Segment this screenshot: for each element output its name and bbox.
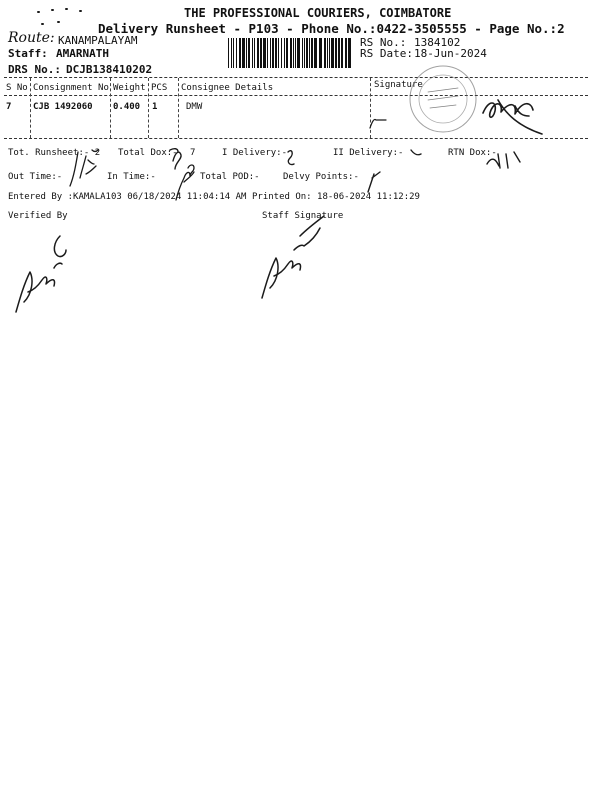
- cell-sno: 7: [6, 102, 12, 112]
- total-pod-label: Total POD:-: [200, 172, 260, 182]
- company-name: THE PROFESSIONAL COURIERS, COIMBATORE: [184, 6, 452, 20]
- route-label: Route:: [8, 30, 55, 46]
- total-dox-label: Total Dox:-: [118, 148, 178, 158]
- staff-signature-label: Staff Signature: [262, 211, 344, 221]
- staff-value: AMARNATH: [56, 47, 109, 60]
- col-header-sno: S No: [6, 83, 28, 93]
- col-header-consignment: Consignment No: [33, 83, 109, 93]
- staff-label: Staff:: [8, 47, 48, 60]
- runsheet-title: Delivery Runsheet - P103 - Phone No.:0422-3505555 - Page No.:2: [98, 21, 565, 36]
- col-header-pcs: PCS: [151, 83, 168, 93]
- tot-runsheet: Tot. Runsheet:- 2: [8, 148, 101, 158]
- verified-by-label: Verified By: [8, 211, 68, 221]
- cell-weight: 0.400: [113, 102, 141, 112]
- col-header-weight: Weight: [113, 83, 146, 93]
- cell-consignment: CJB 1492060: [33, 102, 93, 112]
- rs-no-value: 1384102: [414, 36, 461, 49]
- printed-on: Printed On: 18-06-2024 11:12:29: [252, 192, 420, 202]
- drs-value: DCJB138410202: [66, 63, 153, 76]
- rs-date-label: RS Date:: [360, 47, 413, 60]
- total-dox-value: 7: [190, 148, 196, 158]
- delvy-points-label: Delvy Points:-: [283, 172, 359, 182]
- i-delivery-label: I Delivery:-: [222, 148, 288, 158]
- route-value: KANAMPALAYAM: [58, 34, 138, 47]
- rs-no-label: RS No.:: [360, 36, 407, 49]
- ii-delivery-label: II Delivery:-: [333, 148, 404, 158]
- col-header-consignee: Consignee Details: [181, 83, 274, 93]
- entered-by: Entered By :KAMALA103 06/18/2024 11:04:14 AM: [8, 192, 247, 202]
- cell-pcs: 1: [152, 102, 158, 112]
- courier-stamp: [410, 66, 476, 132]
- col-header-signature: Signature: [374, 80, 423, 90]
- in-time-label: In Time:-: [107, 172, 156, 182]
- rs-date-value: 18-Jun-2024: [414, 47, 487, 60]
- drs-label: DRS No.:: [8, 63, 61, 76]
- cell-consignee: DMW: [186, 102, 203, 112]
- rtn-dox-label: RTN Dox:-: [448, 148, 497, 158]
- out-time-label: Out Time:-: [8, 172, 63, 182]
